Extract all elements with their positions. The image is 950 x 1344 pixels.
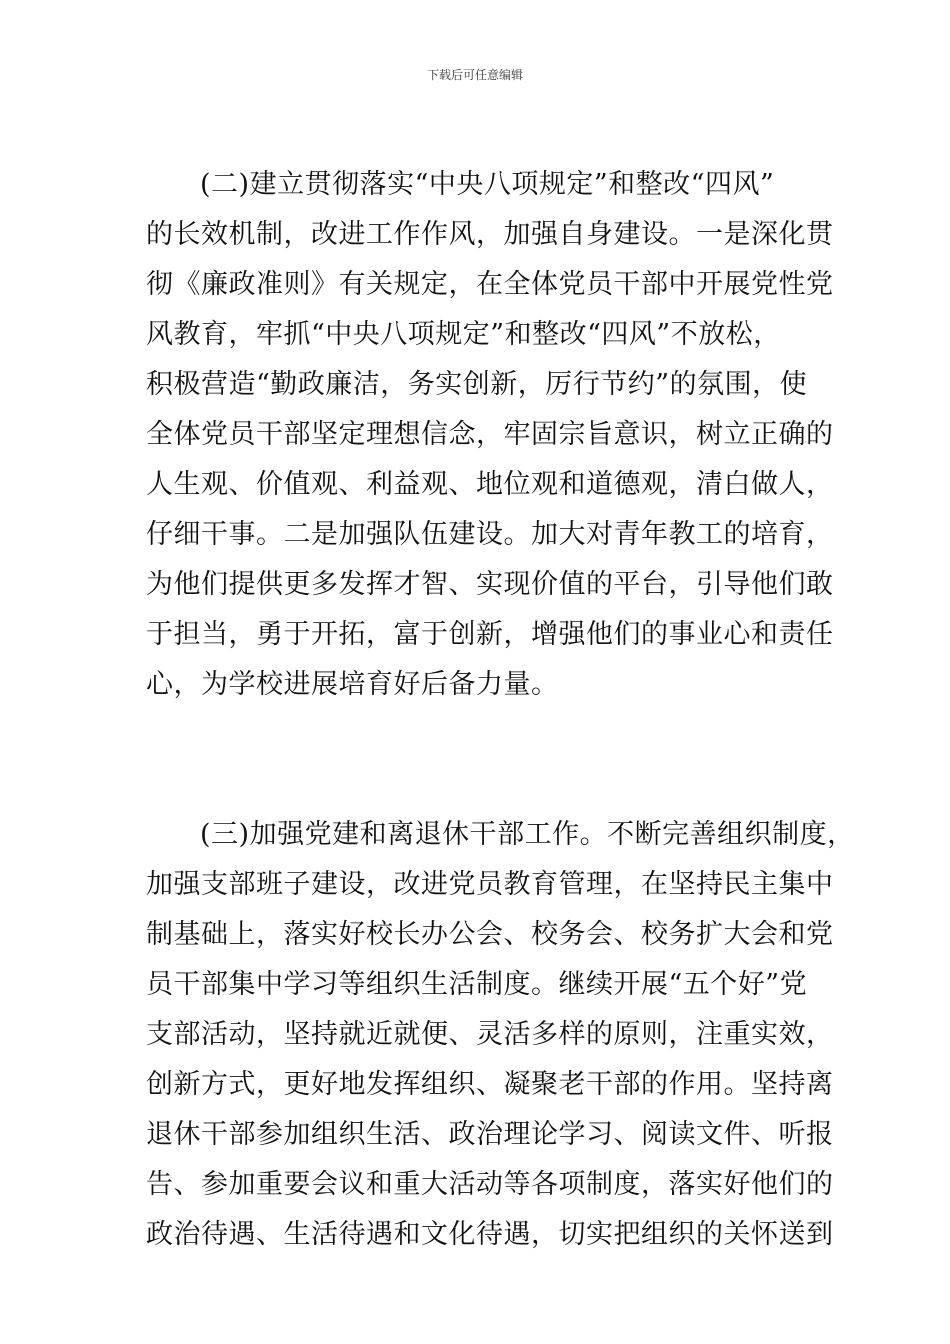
text-line: 的长效机制，改进工作作风，加强自身建设。一是深化贯 [146, 219, 834, 250]
text-line: 政治待遇、生活待遇和文化待遇，切实把组织的关怀送到 [146, 1219, 834, 1250]
text-line: 风教育，牢抓“中央八项规定”和整改“四风”不放松， [146, 319, 781, 350]
text-line: 彻《廉政准则》有关规定，在全体党员干部中开展党性党 [146, 269, 834, 300]
text-line: 创新方式，更好地发挥组织、凝聚老干部的作用。坚持离 [146, 1069, 834, 1100]
text-line: 员干部集中学习等组织生活制度。继续开展“五个好”党 [146, 969, 808, 1000]
text-line: 心，为学校进展培育好后备力量。 [146, 669, 559, 700]
text-line: (二)建立贯彻落实“中央八项规定”和整改“四风” [200, 169, 775, 200]
text-line: 告、参加重要会议和重大活动等各项制度，落实好他们的 [146, 1169, 834, 1200]
text-line: 加强支部班子建设，改进党员教育管理，在坚持民主集中 [146, 869, 834, 900]
text-line: 人生观、价值观、利益观、地位观和道德观，清白做人， [146, 469, 834, 500]
text-line: 退休干部参加组织生活、政治理论学习、阅读文件、听报 [146, 1119, 834, 1150]
paragraph-2 [146, 160, 846, 710]
text-line: 全体党员干部坚定理想信念，牢固宗旨意识，树立正确的 [146, 419, 834, 450]
paragraph-spacer [146, 710, 846, 810]
text-line: 支部活动，坚持就近就便、灵活多样的原则，注重实效， [146, 1019, 834, 1050]
text-line: 于担当，勇于开拓，富于创新，增强他们的事业心和责任 [146, 619, 834, 650]
text-line: (三)加强党建和离退休干部工作。不断完善组织制度， [200, 819, 855, 850]
text-line: 仔细干事。二是加强队伍建设。加大对青年教工的培育， [146, 519, 834, 550]
text-line: 制基础上，落实好校长办公会、校务会、校务扩大会和党 [146, 919, 834, 950]
text-line: 积极营造“勤政廉洁，务实创新，厉行节约”的氛围，使 [146, 369, 808, 400]
paragraph-3 [146, 810, 855, 1260]
text-line: 为他们提供更多发挥才智、实现价值的平台，引导他们敢 [146, 569, 834, 600]
page-header: 下载后可任意编辑 [426, 68, 523, 82]
document-body [146, 160, 855, 1260]
